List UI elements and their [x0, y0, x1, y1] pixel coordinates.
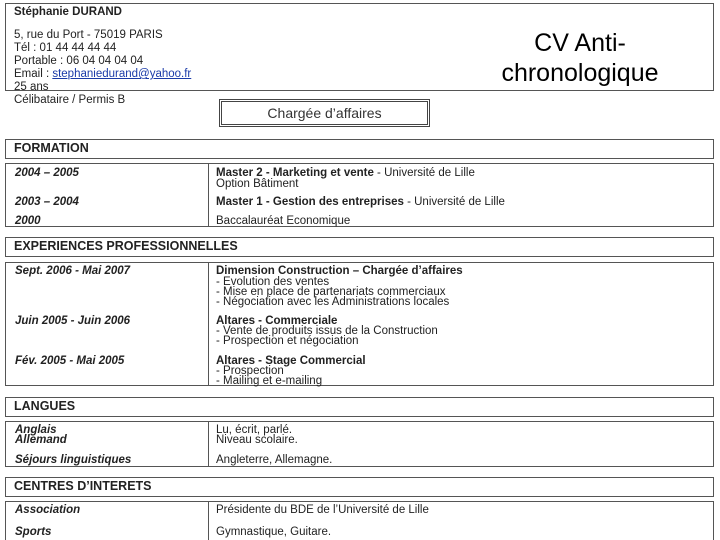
column-divider — [208, 502, 209, 540]
experience-title: Altares - Stage Commercial — [216, 355, 366, 367]
section-heading-langues: LANGUES — [5, 397, 714, 417]
marital-status: Célibataire / Permis B — [14, 94, 126, 106]
section-heading-experiences: EXPERIENCES PROFESSIONNELLES — [5, 237, 714, 257]
phone: Tél : 01 44 44 44 44 — [14, 42, 117, 54]
experience-date: Juin 2005 - Juin 2006 — [15, 315, 131, 327]
school: - Université de Lille — [373, 167, 475, 179]
interest-label: Association — [15, 504, 81, 516]
experience-date: Sept. 2006 - Mai 2007 — [15, 265, 131, 277]
column-divider — [208, 164, 209, 226]
mobile-phone: Portable : 06 04 04 04 04 — [14, 55, 144, 67]
experiences-block — [5, 262, 714, 386]
formation-date: 2000 — [15, 215, 41, 227]
experience-task: - Vente de produits issus de la Construction — [216, 325, 438, 337]
email-link[interactable]: stephaniedurand@yahoo.fr — [52, 68, 192, 80]
experience-task: - Prospection et négociation — [216, 335, 359, 347]
formation-date: 2003 – 2004 — [15, 196, 79, 208]
experience-task: - Prospection — [216, 365, 284, 377]
section-heading-formation: FORMATION — [5, 139, 714, 159]
language-label: Séjours linguistiques — [15, 454, 132, 466]
formation-entry — [216, 197, 505, 208]
contact-details — [14, 6, 191, 107]
job-title: Chargée d’affaires — [219, 99, 430, 127]
school: - Université de Lille — [403, 196, 505, 208]
column-divider — [208, 422, 209, 466]
language-label: Anglais — [15, 424, 57, 436]
experience-task: - Mise en place de partenariats commerciaux — [216, 286, 446, 298]
language-level: Niveau scolaire. — [216, 434, 298, 446]
formation-block — [5, 163, 714, 227]
age: 25 ans — [14, 81, 49, 93]
interest-value: Présidente du BDE de l’Université de Lille — [216, 504, 429, 516]
column-divider — [208, 263, 209, 385]
experience-task: - Négociation avec les Administrations locales — [216, 296, 450, 308]
language-level: Angleterre, Allemagne. — [216, 454, 333, 466]
experience-date: Fév. 2005 - Mai 2005 — [15, 355, 125, 367]
degree: Master 1 - Gestion des entreprises — [216, 196, 404, 208]
experience-title: Dimension Construction – Chargée d’affaires — [216, 265, 463, 277]
formation-date: 2004 – 2005 — [15, 167, 79, 179]
interest-value: Gymnastique, Guitare. — [216, 526, 332, 538]
language-label: Allemand — [15, 434, 67, 446]
experience-title: Altares - Commerciale — [216, 315, 338, 327]
interest-label: Sports — [15, 526, 52, 538]
language-level: Lu, écrit, parlé. — [216, 424, 293, 436]
experience-task: - Mailing et e-mailing — [216, 375, 323, 387]
candidate-name: Stéphanie DURAND — [14, 6, 122, 18]
slide-title: CV Anti-chronologique — [501, 29, 659, 87]
section-heading-interets: CENTRES D’INTERETS — [5, 477, 714, 497]
formation-entry: Baccalauréat Economique — [216, 215, 351, 227]
email-label: Email : — [14, 68, 53, 80]
experience-task: - Evolution des ventes — [216, 276, 330, 288]
address: 5, rue du Port - 75019 PARIS — [14, 29, 163, 41]
interets-block — [5, 501, 714, 540]
email-line — [14, 68, 191, 81]
degree-option: Option Bâtiment — [216, 178, 299, 190]
degree: Master 2 - Marketing et vente — [216, 167, 374, 179]
langues-block — [5, 421, 714, 467]
